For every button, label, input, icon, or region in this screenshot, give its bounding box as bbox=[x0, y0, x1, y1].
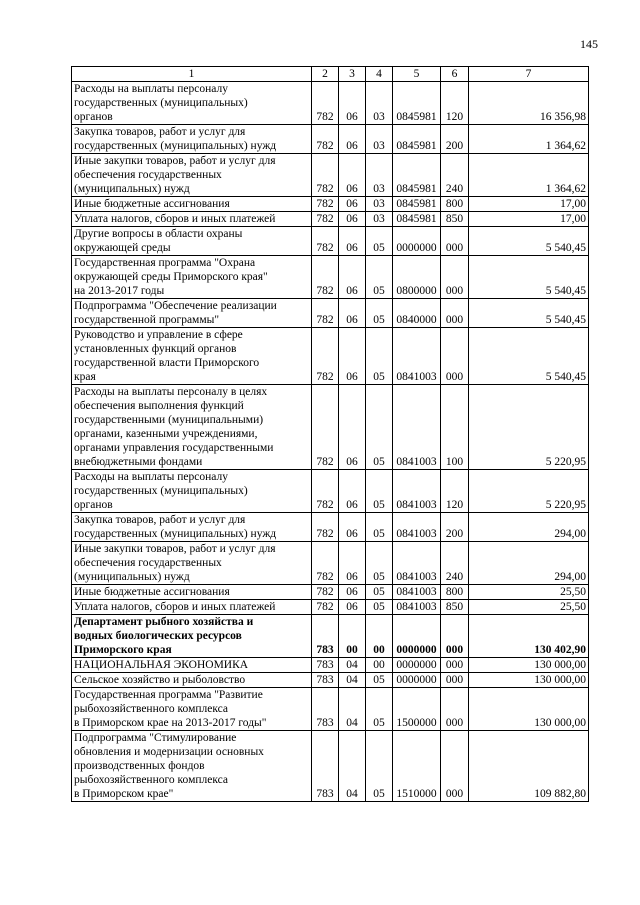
amount-cell: 5 540,45 bbox=[469, 227, 589, 256]
code-4-cell: 05 bbox=[366, 585, 393, 600]
row-name-cell: Расходы на выплаты персоналу в целях обеспечения выполнения функций государственными (муниципальными) органами, казенными учреждениями, органами управления государственными внебюджетными фондами bbox=[72, 385, 312, 470]
code-6-cell: 120 bbox=[441, 82, 469, 125]
budget-table bbox=[71, 66, 589, 802]
code-4-cell: 05 bbox=[366, 542, 393, 585]
code-2-cell: 782 bbox=[312, 197, 339, 212]
code-2-cell: 782 bbox=[312, 585, 339, 600]
code-5-cell: 0841003 bbox=[393, 385, 441, 470]
code-3-cell: 06 bbox=[339, 227, 366, 256]
code-4-cell: 05 bbox=[366, 299, 393, 328]
code-5-cell: 0845981 bbox=[393, 197, 441, 212]
amount-cell: 1 364,62 bbox=[469, 125, 589, 154]
table-row bbox=[72, 299, 589, 328]
code-2-cell: 782 bbox=[312, 125, 339, 154]
code-4-cell: 03 bbox=[366, 212, 393, 227]
code-3-cell: 06 bbox=[339, 542, 366, 585]
code-5-cell: 0000000 bbox=[393, 673, 441, 688]
code-2-cell: 782 bbox=[312, 212, 339, 227]
code-6-cell: 850 bbox=[441, 600, 469, 615]
amount-cell: 130 000,00 bbox=[469, 673, 589, 688]
code-2-cell: 782 bbox=[312, 542, 339, 585]
code-6-cell: 000 bbox=[441, 256, 469, 299]
amount-cell: 1 364,62 bbox=[469, 154, 589, 197]
code-3-cell: 06 bbox=[339, 299, 366, 328]
header-cell: 1 bbox=[72, 67, 312, 82]
table-row bbox=[72, 470, 589, 513]
header-cell: 2 bbox=[312, 67, 339, 82]
code-6-cell: 800 bbox=[441, 585, 469, 600]
code-6-cell: 000 bbox=[441, 731, 469, 802]
code-3-cell: 06 bbox=[339, 212, 366, 227]
code-4-cell: 00 bbox=[366, 615, 393, 658]
table-row bbox=[72, 256, 589, 299]
row-name-cell: Государственная программа "Развитие рыбохозяйственного комплекса в Приморском крае на 2013-2017 годы" bbox=[72, 688, 312, 731]
code-4-cell: 05 bbox=[366, 227, 393, 256]
code-5-cell: 0845981 bbox=[393, 82, 441, 125]
code-4-cell: 05 bbox=[366, 673, 393, 688]
code-3-cell: 06 bbox=[339, 585, 366, 600]
code-4-cell: 05 bbox=[366, 328, 393, 385]
code-3-cell: 04 bbox=[339, 658, 366, 673]
code-5-cell: 0845981 bbox=[393, 154, 441, 197]
code-3-cell: 04 bbox=[339, 688, 366, 731]
code-6-cell: 000 bbox=[441, 328, 469, 385]
row-name-cell: НАЦИОНАЛЬНАЯ ЭКОНОМИКА bbox=[72, 658, 312, 673]
code-4-cell: 03 bbox=[366, 82, 393, 125]
table-row bbox=[72, 227, 589, 256]
code-2-cell: 783 bbox=[312, 731, 339, 802]
amount-cell: 25,50 bbox=[469, 600, 589, 615]
amount-cell: 5 540,45 bbox=[469, 256, 589, 299]
code-4-cell: 03 bbox=[366, 197, 393, 212]
code-6-cell: 000 bbox=[441, 615, 469, 658]
code-2-cell: 782 bbox=[312, 154, 339, 197]
table-row bbox=[72, 154, 589, 197]
code-2-cell: 783 bbox=[312, 658, 339, 673]
table-row bbox=[72, 385, 589, 470]
code-5-cell: 0841003 bbox=[393, 328, 441, 385]
table-row bbox=[72, 197, 589, 212]
table-row bbox=[72, 731, 589, 802]
table-row bbox=[72, 82, 589, 125]
code-6-cell: 800 bbox=[441, 197, 469, 212]
amount-cell: 109 882,80 bbox=[469, 731, 589, 802]
code-6-cell: 850 bbox=[441, 212, 469, 227]
table-row bbox=[72, 658, 589, 673]
row-name-cell: Расходы на выплаты персоналу государственных (муниципальных) органов bbox=[72, 470, 312, 513]
code-3-cell: 06 bbox=[339, 256, 366, 299]
code-2-cell: 783 bbox=[312, 673, 339, 688]
amount-cell: 130 000,00 bbox=[469, 688, 589, 731]
row-name-cell: Иные закупки товаров, работ и услуг для обеспечения государственных (муниципальных) нужд bbox=[72, 154, 312, 197]
code-2-cell: 783 bbox=[312, 688, 339, 731]
header-cell: 6 bbox=[441, 67, 469, 82]
code-5-cell: 0841003 bbox=[393, 585, 441, 600]
row-name-cell: Иные бюджетные ассигнования bbox=[72, 585, 312, 600]
table-row bbox=[72, 585, 589, 600]
code-4-cell: 05 bbox=[366, 513, 393, 542]
amount-cell: 130 000,00 bbox=[469, 658, 589, 673]
code-2-cell: 783 bbox=[312, 615, 339, 658]
code-5-cell: 0000000 bbox=[393, 615, 441, 658]
code-6-cell: 000 bbox=[441, 673, 469, 688]
code-5-cell: 0000000 bbox=[393, 658, 441, 673]
code-4-cell: 05 bbox=[366, 731, 393, 802]
row-name-cell: Уплата налогов, сборов и иных платежей bbox=[72, 600, 312, 615]
code-5-cell: 0841003 bbox=[393, 513, 441, 542]
row-name-cell: Закупка товаров, работ и услуг для государственных (муниципальных) нужд bbox=[72, 125, 312, 154]
table-row bbox=[72, 212, 589, 227]
code-5-cell: 1500000 bbox=[393, 688, 441, 731]
code-6-cell: 240 bbox=[441, 542, 469, 585]
table-row bbox=[72, 615, 589, 658]
row-name-cell: Уплата налогов, сборов и иных платежей bbox=[72, 212, 312, 227]
code-4-cell: 05 bbox=[366, 600, 393, 615]
code-6-cell: 120 bbox=[441, 470, 469, 513]
code-2-cell: 782 bbox=[312, 385, 339, 470]
code-5-cell: 0800000 bbox=[393, 256, 441, 299]
row-name-cell: Расходы на выплаты персоналу государственных (муниципальных) органов bbox=[72, 82, 312, 125]
row-name-cell: Иные закупки товаров, работ и услуг для обеспечения государственных (муниципальных) нужд bbox=[72, 542, 312, 585]
row-name-cell: Руководство и управление в сфере установленных функций органов государственной власти Приморского края bbox=[72, 328, 312, 385]
row-name-cell: Государственная программа "Охрана окружающей среды Приморского края" на 2013-2017 годы bbox=[72, 256, 312, 299]
code-5-cell: 0845981 bbox=[393, 125, 441, 154]
amount-cell: 5 220,95 bbox=[469, 470, 589, 513]
code-6-cell: 000 bbox=[441, 688, 469, 731]
code-5-cell: 0840000 bbox=[393, 299, 441, 328]
header-cell: 4 bbox=[366, 67, 393, 82]
code-4-cell: 05 bbox=[366, 470, 393, 513]
code-6-cell: 200 bbox=[441, 125, 469, 154]
amount-cell: 17,00 bbox=[469, 197, 589, 212]
code-5-cell: 0000000 bbox=[393, 227, 441, 256]
code-5-cell: 0841003 bbox=[393, 600, 441, 615]
code-3-cell: 04 bbox=[339, 731, 366, 802]
code-4-cell: 05 bbox=[366, 256, 393, 299]
table-row bbox=[72, 125, 589, 154]
amount-cell: 130 402,90 bbox=[469, 615, 589, 658]
code-4-cell: 00 bbox=[366, 658, 393, 673]
code-4-cell: 05 bbox=[366, 385, 393, 470]
amount-cell: 25,50 bbox=[469, 585, 589, 600]
code-3-cell: 06 bbox=[339, 154, 366, 197]
row-name-cell: Подпрограмма "Стимулирование обновления и модернизации основных производственных фондов рыбохозяйственного комплекса в Приморском крае" bbox=[72, 731, 312, 802]
code-3-cell: 06 bbox=[339, 82, 366, 125]
header-cell: 7 bbox=[469, 67, 589, 82]
code-6-cell: 000 bbox=[441, 658, 469, 673]
code-6-cell: 200 bbox=[441, 513, 469, 542]
row-name-cell: Департамент рыбного хозяйства и водных биологических ресурсов Приморского края bbox=[72, 615, 312, 658]
code-3-cell: 06 bbox=[339, 328, 366, 385]
table-row bbox=[72, 673, 589, 688]
amount-cell: 5 220,95 bbox=[469, 385, 589, 470]
header-cell: 5 bbox=[393, 67, 441, 82]
table-row bbox=[72, 600, 589, 615]
code-6-cell: 000 bbox=[441, 299, 469, 328]
header-row bbox=[72, 67, 589, 82]
code-6-cell: 100 bbox=[441, 385, 469, 470]
code-5-cell: 0841003 bbox=[393, 470, 441, 513]
row-name-cell: Иные бюджетные ассигнования bbox=[72, 197, 312, 212]
amount-cell: 5 540,45 bbox=[469, 328, 589, 385]
code-2-cell: 782 bbox=[312, 328, 339, 385]
code-2-cell: 782 bbox=[312, 600, 339, 615]
code-2-cell: 782 bbox=[312, 227, 339, 256]
code-3-cell: 04 bbox=[339, 673, 366, 688]
table-row bbox=[72, 688, 589, 731]
row-name-cell: Другие вопросы в области охраны окружающей среды bbox=[72, 227, 312, 256]
code-6-cell: 240 bbox=[441, 154, 469, 197]
code-3-cell: 06 bbox=[339, 513, 366, 542]
page-number: 145 bbox=[580, 37, 598, 51]
code-2-cell: 782 bbox=[312, 513, 339, 542]
code-3-cell: 00 bbox=[339, 615, 366, 658]
amount-cell: 16 356,98 bbox=[469, 82, 589, 125]
code-4-cell: 03 bbox=[366, 154, 393, 197]
code-3-cell: 06 bbox=[339, 600, 366, 615]
table-row bbox=[72, 513, 589, 542]
code-4-cell: 05 bbox=[366, 688, 393, 731]
amount-cell: 5 540,45 bbox=[469, 299, 589, 328]
amount-cell: 294,00 bbox=[469, 513, 589, 542]
code-3-cell: 06 bbox=[339, 385, 366, 470]
table-row bbox=[72, 328, 589, 385]
table-row bbox=[72, 542, 589, 585]
amount-cell: 17,00 bbox=[469, 212, 589, 227]
amount-cell: 294,00 bbox=[469, 542, 589, 585]
code-3-cell: 06 bbox=[339, 197, 366, 212]
code-3-cell: 06 bbox=[339, 125, 366, 154]
code-5-cell: 1510000 bbox=[393, 731, 441, 802]
code-2-cell: 782 bbox=[312, 470, 339, 513]
header-cell: 3 bbox=[339, 67, 366, 82]
row-name-cell: Закупка товаров, работ и услуг для государственных (муниципальных) нужд bbox=[72, 513, 312, 542]
code-6-cell: 000 bbox=[441, 227, 469, 256]
row-name-cell: Сельское хозяйство и рыболовство bbox=[72, 673, 312, 688]
code-5-cell: 0841003 bbox=[393, 542, 441, 585]
code-3-cell: 06 bbox=[339, 470, 366, 513]
code-2-cell: 782 bbox=[312, 82, 339, 125]
row-name-cell: Подпрограмма "Обеспечение реализации государственной программы" bbox=[72, 299, 312, 328]
code-2-cell: 782 bbox=[312, 299, 339, 328]
code-4-cell: 03 bbox=[366, 125, 393, 154]
code-5-cell: 0845981 bbox=[393, 212, 441, 227]
code-2-cell: 782 bbox=[312, 256, 339, 299]
